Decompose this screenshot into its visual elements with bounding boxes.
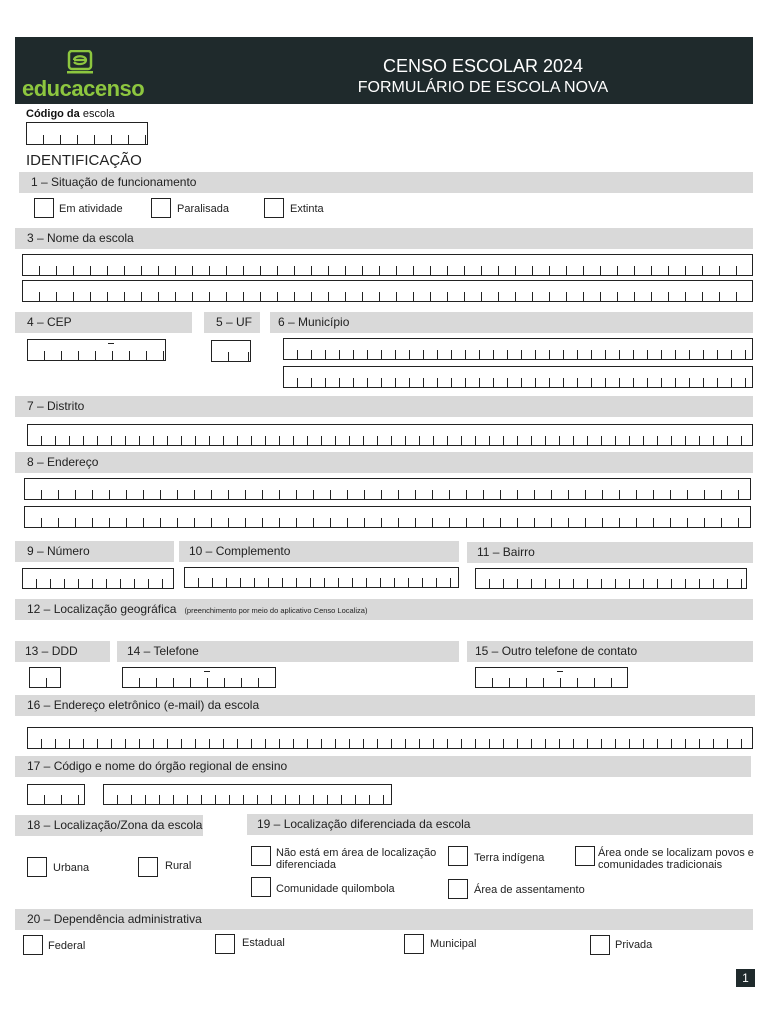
q3-school-name-line2[interactable] bbox=[22, 280, 753, 302]
q1-checkbox-extinta[interactable] bbox=[264, 198, 284, 218]
q18-checkbox-rural[interactable] bbox=[138, 857, 158, 877]
q13-label: 13 – DDD bbox=[15, 641, 110, 662]
q20-checkbox-estadual[interactable] bbox=[215, 934, 235, 954]
q20-option-privada: Privada bbox=[615, 939, 653, 951]
q19-option-nao-diferenciada: Não está em área de localização diferenciada bbox=[276, 847, 437, 871]
q16-email-field[interactable] bbox=[27, 727, 753, 749]
q19-checkbox-nao-diferenciada[interactable] bbox=[251, 846, 271, 866]
q14-telefone-field[interactable] bbox=[122, 667, 276, 688]
q8-label: 8 – Endereço bbox=[15, 452, 753, 473]
educacenso-logo-icon bbox=[67, 50, 93, 74]
q1-option-extinta: Extinta bbox=[290, 203, 324, 215]
telefone-separator bbox=[204, 671, 210, 672]
q17-label: 17 – Código e nome do órgão regional de ensino bbox=[15, 756, 751, 777]
q19-option-terra-indigena: Terra indígena bbox=[474, 852, 545, 864]
q20-checkbox-privada[interactable] bbox=[590, 935, 610, 955]
q18-label: 18 – Localização/Zona da escola bbox=[15, 815, 203, 836]
q3-school-name-line1[interactable] bbox=[22, 254, 753, 276]
q4-cep-field[interactable] bbox=[27, 339, 166, 361]
q15-outro-telefone-field[interactable] bbox=[475, 667, 628, 688]
q20-checkbox-municipal[interactable] bbox=[404, 934, 424, 954]
q1-label: 1 – Situação de funcionamento bbox=[19, 172, 753, 193]
q11-bairro-field[interactable] bbox=[475, 568, 747, 589]
q10-label: 10 – Complemento bbox=[179, 541, 459, 562]
q19-checkbox-povos-tradicionais[interactable] bbox=[575, 846, 595, 866]
q20-option-municipal: Municipal bbox=[430, 938, 477, 950]
q9-numero-field[interactable] bbox=[22, 568, 174, 589]
q5-uf-field[interactable] bbox=[211, 340, 251, 362]
q6-municipio-line2[interactable] bbox=[283, 366, 753, 388]
q17-codigo-field[interactable] bbox=[27, 784, 85, 805]
q20-option-federal: Federal bbox=[48, 940, 86, 952]
q15-label: 15 – Outro telefone de contato bbox=[467, 641, 753, 662]
page-number: 1 bbox=[736, 969, 755, 987]
q16-label: 16 – Endereço eletrônico (e-mail) da escola bbox=[15, 695, 755, 716]
outro-telefone-separator bbox=[557, 671, 563, 672]
q18-option-rural: Rural bbox=[165, 860, 192, 872]
q1-option-paralisada: Paralisada bbox=[177, 203, 229, 215]
q7-distrito-field[interactable] bbox=[27, 424, 753, 446]
q9-label: 9 – Número bbox=[15, 541, 174, 562]
q7-label: 7 – Distrito bbox=[15, 396, 753, 417]
q5-label: 5 – UF bbox=[204, 312, 260, 333]
q19-option-quilombola: Comunidade quilombola bbox=[276, 883, 395, 895]
section-identification-title: IDENTIFICAÇÃO bbox=[26, 152, 142, 169]
q12-note: (preenchimento por meio do aplicativo Censo Localiza) bbox=[184, 606, 368, 615]
q19-checkbox-terra-indigena[interactable] bbox=[448, 846, 468, 866]
q14-label: 14 – Telefone bbox=[117, 641, 459, 662]
q8-endereco-line2[interactable] bbox=[24, 506, 751, 528]
q3-label: 3 – Nome da escola bbox=[15, 228, 753, 249]
q10-complemento-field[interactable] bbox=[184, 567, 459, 588]
q13-ddd-field[interactable] bbox=[29, 667, 61, 688]
q8-endereco-line1[interactable] bbox=[24, 478, 751, 500]
q19-label: 19 – Localização diferenciada da escola bbox=[247, 814, 753, 835]
q19-checkbox-quilombola[interactable] bbox=[251, 877, 271, 897]
form-header bbox=[15, 37, 753, 104]
q6-municipio-line1[interactable] bbox=[283, 338, 753, 360]
cep-separator bbox=[108, 343, 114, 344]
form-title: CENSO ESCOLAR 2024 bbox=[382, 56, 584, 76]
logo-wordmark: educacenso bbox=[22, 76, 145, 101]
school-code-field[interactable] bbox=[26, 122, 148, 145]
q1-checkbox-paralisada[interactable] bbox=[151, 198, 171, 218]
q20-option-estadual: Estadual bbox=[242, 937, 285, 949]
q1-option-em-atividade: Em atividade bbox=[59, 203, 123, 215]
q19-option-assentamento: Área de assentamento bbox=[474, 884, 585, 896]
q20-checkbox-federal[interactable] bbox=[23, 935, 43, 955]
q17-nome-field[interactable] bbox=[103, 784, 392, 805]
q19-checkbox-assentamento[interactable] bbox=[448, 879, 468, 899]
q6-label: 6 – Município bbox=[270, 312, 753, 333]
school-code-label: Código da escola bbox=[26, 108, 115, 120]
q19-option-povos-tradicionais: Área onde se localizam povos e comunidades tradicionais bbox=[598, 847, 754, 871]
form-subtitle: FORMULÁRIO DE ESCOLA NOVA bbox=[357, 79, 609, 96]
q18-option-urbana: Urbana bbox=[53, 862, 90, 874]
q18-checkbox-urbana[interactable] bbox=[27, 857, 47, 877]
q20-label: 20 – Dependência administrativa bbox=[15, 909, 753, 930]
q12-label: 12 – Localização geográfica (preenchimento por meio do aplicativo Censo Localiza) bbox=[15, 599, 753, 620]
q11-label: 11 – Bairro bbox=[467, 542, 753, 563]
q4-label: 4 – CEP bbox=[15, 312, 192, 333]
q1-checkbox-em-atividade[interactable] bbox=[34, 198, 54, 218]
